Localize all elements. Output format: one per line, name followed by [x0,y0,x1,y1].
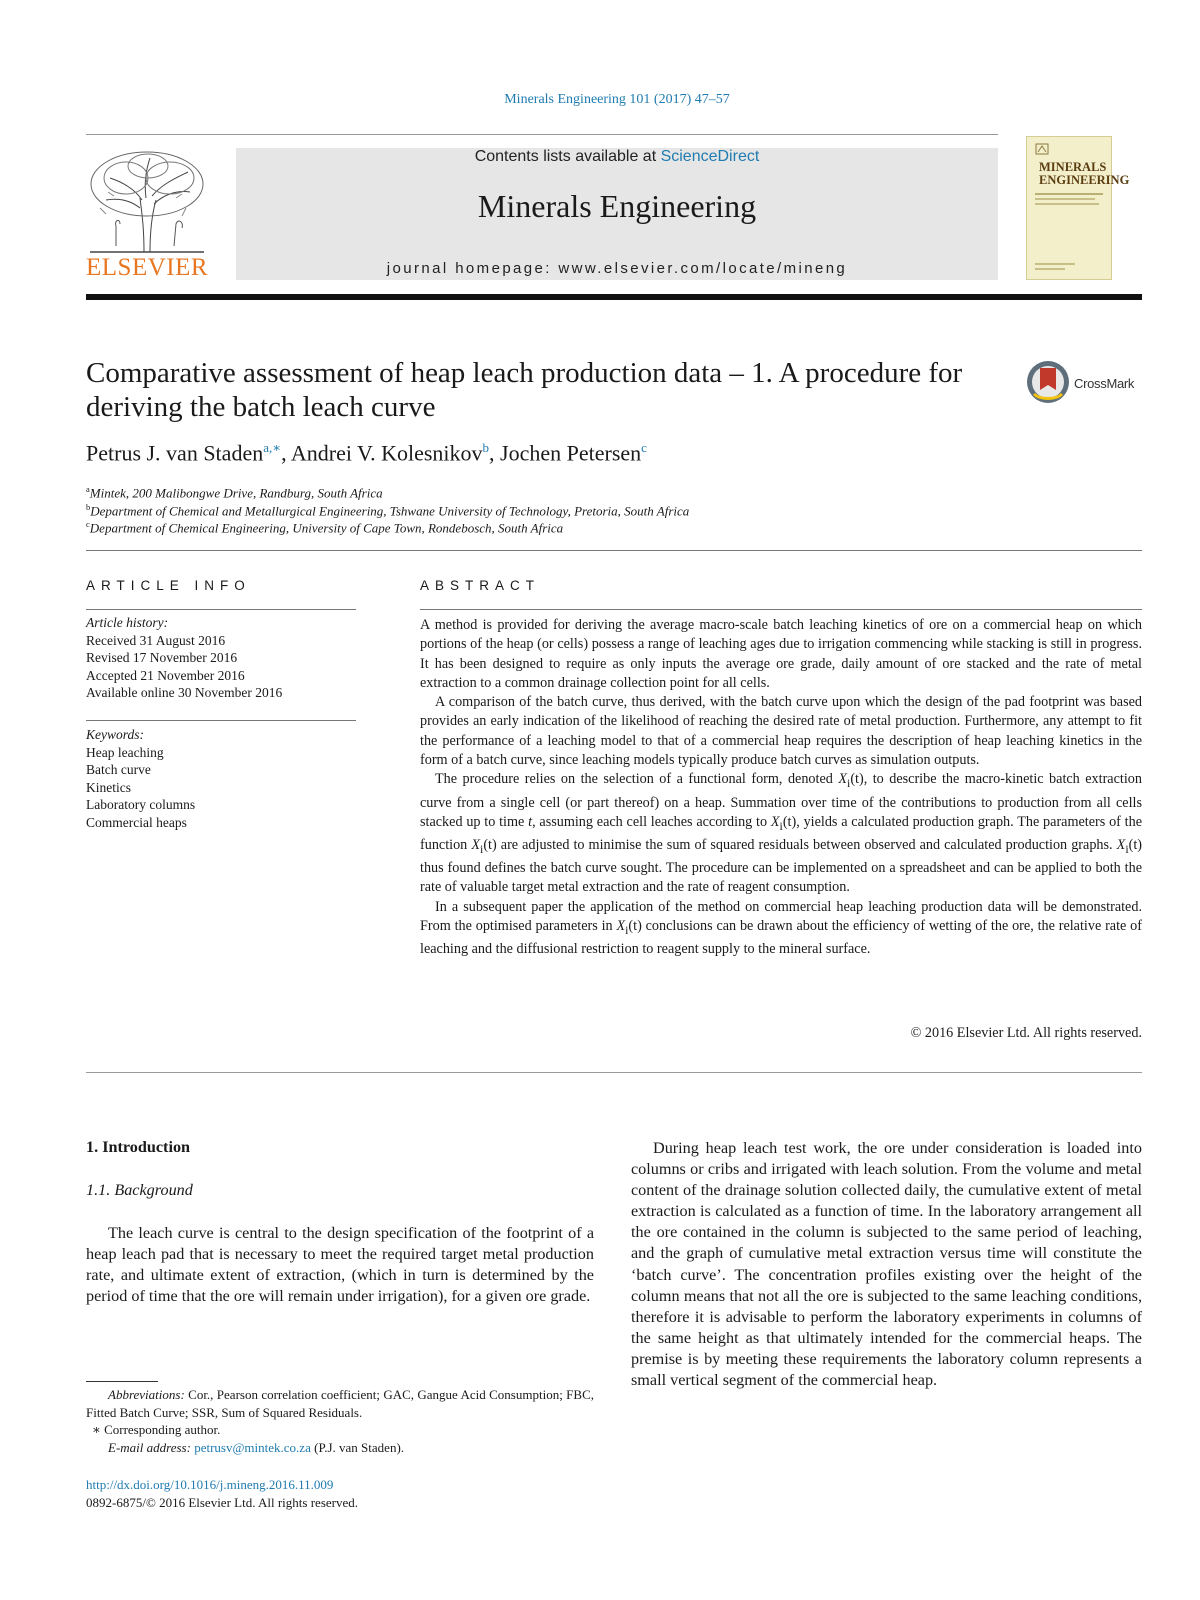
crossmark-badge[interactable] [1026,360,1142,404]
abstract-text: , assuming each cell leaches according to [532,813,771,830]
journal-title: Minerals Engineering [477,188,757,224]
journal-cover-thumbnail[interactable] [1026,136,1130,280]
history-item: Available online 30 November 2016 [86,685,283,700]
body-paragraph: The leach curve is central to the design specification of the footprint of a heap leach pad that is necessary to meet the required target metal production rate, and ultimate extent of extraction, (which in turn is determined by the period of time that the ore will remain under irrigation), for a given ore grade. [86,1224,594,1306]
abbreviations-label: Abbreviations: [108,1387,185,1402]
abstract-text: conclusions can be drawn about the efficiency of wetting of the ore, the relative rate of leaching and the diffusional restriction to reagent supply to the mineral surface. [420,917,1142,958]
affiliation-b [86,502,689,519]
history-item: Accepted 21 November 2016 [86,667,245,683]
crossmark-label: CrossMark [1074,376,1135,391]
cover-decor-line [1035,203,1099,205]
abstract-text: , to describe the macro-kinetic batch extraction curve from a single cell (or part thereof) on a heap. Summation over time of the contributions to production from all cells stacked up to time [420,771,1142,830]
elsevier-wordmark: ELSEVIER [86,254,209,281]
contents-prefix: Contents lists available at [474,148,661,165]
abstract-text: In a subsequent paper the application of the method on commercial heap leaching production data will be demonstrated. From the optimised parameters in [420,898,1142,934]
footnote-rule [86,1381,158,1382]
affiliation-mark: a [86,484,90,494]
journal-header-box [236,148,998,280]
keyword: Heap leaching [86,744,164,760]
affiliation-mark: c [86,519,90,529]
author-name[interactable]: Jochen Petersen [500,440,642,466]
affiliation-text: Department of Chemical Engineering, University of Cape Town, Rondebosch, South Africa [89,520,564,536]
sciencedirect-link[interactable]: ScienceDirect [660,148,760,165]
author-name[interactable]: Petrus J. van Staden [86,440,264,466]
affiliation-text: Department of Chemical and Metallurgical Engineering, Tshwane University of Technology, Pretoria, South Africa [90,503,690,519]
math-t: t [528,813,533,830]
abstract-paragraph [420,770,1142,897]
issn-copyright: 0892-6875/© 2016 Elsevier Ltd. All rights reserved. [86,1494,358,1510]
history-label: Article history: [86,615,169,630]
history-item: Revised 17 November 2016 [86,650,238,665]
elsevier-tree-icon [86,148,208,254]
cover-decor-line [1035,268,1065,270]
cover-decor-line [1035,193,1103,195]
abstract-text: , yields a calculated production graph. The parameters of the function [420,813,1142,853]
math-xi-t: $X_i(t)$ [471,836,497,856]
subsection-heading: 1.1. Background [86,1181,193,1199]
footnote-email [86,1439,594,1457]
author-name[interactable]: Andrei V. Kolesnikov [290,440,483,466]
divider [86,1072,1142,1073]
divider [86,720,356,721]
author-marks[interactable]: b [482,440,490,455]
footnote-abbreviations [86,1386,594,1421]
math-xi-t: $X_i(t)$ [1116,836,1143,856]
author-separator: , [281,440,291,466]
abstract-heading: ABSTRACT [420,578,541,593]
footnote-corresponding: ∗ Corresponding author. [92,1422,221,1437]
cover-title-line2: ENGINEERING [1039,173,1130,187]
cover-logo-icon [1035,143,1049,155]
article-history [86,614,366,702]
abstract-paragraph: A comparison of the batch curve, thus derived, with the batch curve upon which the design of the pad footprint was based provides an early indication of the likelihood of reaching the desired rate of metal production. Furthermore, any attempt to fit the performance of a leaching model to that of a commercial heap requires the description of heap leaching kinetics in the form of a batch curve, since leaching models typically produce batch curves as simulation outputs. [420,694,1142,769]
abstract-body [420,616,1142,959]
divider [86,550,1142,551]
cover-title-line1: MINERALS [1039,160,1107,174]
math-xi-t: $X_i(t)$ [770,813,797,833]
email-link[interactable]: petrusv@mintek.co.za [194,1439,311,1455]
header-divider [86,134,998,135]
affiliation-a [86,484,383,501]
affiliation-mark: b [86,502,91,512]
cover-decor-line [1035,263,1075,265]
article-title: Comparative assessment of heap leach production data – 1. A procedure for deriving the batch leach curve [86,357,963,423]
author-marks[interactable]: a,∗ [263,440,282,455]
history-item: Received 31 August 2016 [86,632,226,648]
abbreviations-text: Cor., Pearson correlation coefficient; GAC, Gangue Acid Consumption; FBC, Fitted Batch Curve; SSR, Sum of Squared Residuals. [86,1387,594,1420]
abstract-copyright: © 2016 Elsevier Ltd. All rights reserved. [910,1025,1142,1041]
author-separator: , [489,440,501,466]
journal-homepage[interactable]: journal homepage: www.elsevier.com/locate/mineng [386,260,848,277]
math-xi-t: $X_i(t)$ [616,917,642,937]
author-marks[interactable]: c [641,440,647,455]
keywords [86,726,366,831]
divider [420,609,1142,610]
affiliation-c [86,519,563,536]
keywords-label: Keywords: [86,727,144,742]
body-paragraph: During heap leach test work, the ore under consideration is loaded into columns or cribs and irrigated with leach solution. From the volume and metal content of the drainage solution collected daily, the cumulative extent of metal extraction is calculated as a function of time. In the laboratory arrangement all the ore contained in the column is subjected to the same period of leaching, and the graph of cumulative metal extraction versus time will constitute the ‘batch curve’. The concentration profiles existing over the height of the column means that not all the ore is subjected to the same leaching conditions, therefore it is advisable to perform the laboratory experiments in columns of the same height as that ultimately intended for the commercial heaps. The premise is by meeting these requirements the laboratory column represents a small vertical segment of the commercial heap. [631,1139,1142,1390]
abstract-text: thus found defines the batch curve sought. The procedure can be implemented on a spreadsheet and can be applied to both the rate of valuable target metal extraction and the rate of reagent consumption. [420,860,1142,896]
contents-line [236,148,998,166]
email-label: E-mail address: [108,1439,191,1455]
email-suffix: (P.J. van Staden). [310,1439,405,1455]
abstract-paragraph: A method is provided for deriving the average macro-scale batch leaching kinetics of ore on a commercial heap on which portions of the heap (or cells) possess a range of leaching ages due to irrigation commencing while stacking is still in progress. It has been designed to require as only inputs the average ore grade, daily amount of ore stacked and the rate of metal extraction to a common drainage collection point for all cells. [420,617,1142,691]
header-thick-rule [86,294,1142,300]
doi-link[interactable]: http://dx.doi.org/10.1016/j.mineng.2016.11.009 [86,1477,334,1492]
math-xi-t: $X_i(t)$ [838,771,864,791]
author-list [86,440,647,466]
footnotes [86,1386,594,1456]
journal-reference[interactable]: Minerals Engineering 101 (2017) 47–57 [504,92,730,107]
cover-decor-line [1035,198,1095,200]
keyword: Kinetics [86,779,131,795]
right-column-text [631,1138,1142,1391]
keyword: Commercial heaps [86,814,187,830]
keyword: Batch curve [86,762,151,777]
doi-block [86,1476,358,1511]
cover-title [1039,161,1129,187]
left-column-text [86,1223,594,1307]
elsevier-logo [86,148,208,282]
keyword: Laboratory columns [86,797,196,812]
abstract-text: The procedure relies on the selection of a functional form, denoted [435,771,839,788]
divider [86,609,356,610]
article-info-heading: ARTICLE INFO [86,578,251,593]
affiliation-text: Mintek, 200 Malibongwe Drive, Randburg, South Africa [89,485,383,501]
section-heading: 1. Introduction [86,1138,191,1156]
abstract-text: are adjusted to minimise the sum of squared residuals between observed and calculated production graphs. [496,836,1117,853]
abstract-paragraph [420,898,1142,960]
crossmark-icon [1026,360,1070,404]
